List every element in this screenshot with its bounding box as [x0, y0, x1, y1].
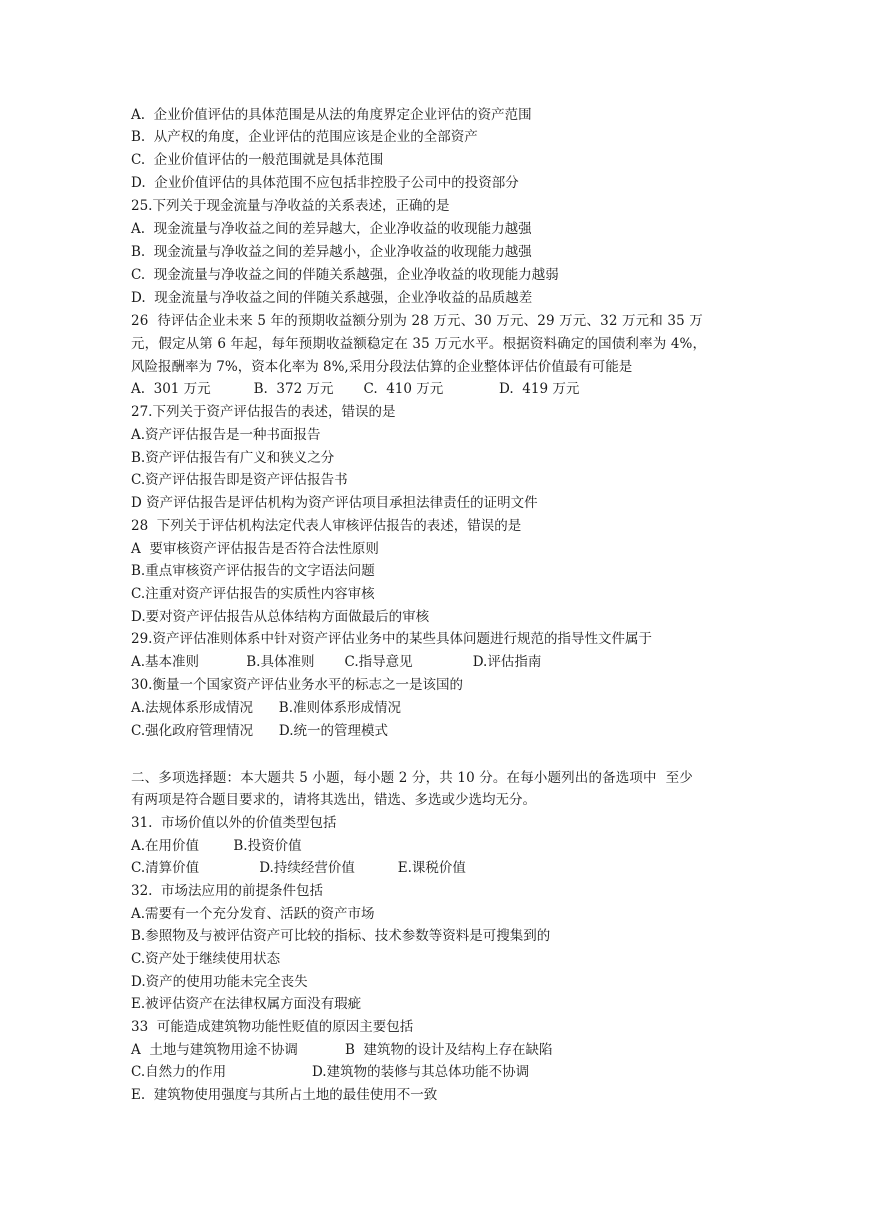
section-2-instructions: 有两项是符合题目要求的，请将其选出，错选、多选或少选均无分。	[131, 792, 536, 808]
question-31: 31. 市场价值以外的价值类型包括	[131, 815, 337, 831]
options-33-cd: C.自然力的作用 D.建筑物的装修与其总体功能不协调	[131, 1064, 530, 1080]
question-26-line-3: 风险报酬率为 7%，资本化率为 8%,采用分段法估算的企业整体评估价值最有可能是	[131, 359, 633, 375]
question-25: 25.下列关于现金流量与净收益的关系表述，正确的是	[131, 198, 450, 214]
option-24-c: C. 企业价值评估的一般范围就是具体范围	[131, 152, 384, 168]
question-26-line-1: 26 待评估企业未来 5 年的预期收益额分别为 28 万元、30 万元、29 万元、32 万元和 35 万	[131, 313, 703, 329]
option-27-b: B.资产评估报告有广义和狭义之分	[131, 450, 335, 466]
option-32-d: D.资产的使用功能未完全丧失	[131, 974, 308, 990]
options-31-ab: A.在用价值 B.投资价值	[131, 838, 302, 854]
section-2-heading: 二、多项选择题：本大题共 5 小题，每小题 2 分，共 10 分。在每小题列出的备选项中 至少	[131, 770, 693, 786]
question-29: 29.资产评估准则体系中针对资产评估业务中的某些具体问题进行规范的指导性文件属于	[131, 631, 652, 647]
option-28-d: D.要对资产评估报告从总体结构方面做最后的审核	[131, 609, 430, 625]
option-32-e: E.被评估资产在法律权属方面没有瑕疵	[131, 996, 362, 1012]
option-25-b: B. 现金流量与净收益之间的差异越小，企业净收益的收现能力越强	[131, 244, 532, 260]
option-28-a: A 要审核资产评估报告是否符合法性原则	[131, 541, 379, 557]
question-30: 30.衡量一个国家资产评估业务水平的标志之一是该国的	[131, 677, 463, 693]
question-32: 32. 市场法应用的前提条件包括	[131, 883, 324, 899]
option-24-a: A. 企业价值评估的具体范围是从法的角度界定企业评估的资产范围	[131, 107, 532, 123]
question-33: 33 可能造成建筑物功能性贬值的原因主要包括	[131, 1019, 414, 1035]
options-29: A.基本准则 B.具体准则 C.指导意见 D.评估指南	[131, 654, 542, 670]
option-27-a: A.资产评估报告是一种书面报告	[131, 427, 321, 443]
question-26-line-2: 元，假定从第 6 年起，每年预期收益额稳定在 35 万元水平。根据资料确定的国债利率为 4%，	[131, 336, 707, 352]
options-33-ab: A 土地与建筑物用途不协调 B 建筑物的设计及结构上存在缺陷	[131, 1042, 553, 1058]
options-26: A. 301 万元 B. 372 万元 C. 410 万元 D. 419 万元	[131, 381, 580, 397]
options-30-ab: A.法规体系形成情况 B.准则体系形成情况	[131, 700, 401, 716]
option-24-b: B. 从产权的角度，企业评估的范围应该是企业的全部资产	[131, 129, 478, 145]
option-27-c: C.资产评估报告即是资产评估报告书	[131, 472, 348, 488]
option-33-e: E. 建筑物使用强度与其所占土地的最佳使用不一致	[131, 1087, 438, 1103]
question-27: 27.下列关于资产评估报告的表述，错误的是	[131, 404, 396, 420]
option-25-a: A. 现金流量与净收益之间的差异越大，企业净收益的收现能力越强	[131, 221, 532, 237]
option-32-b: B.参照物及与被评估资产可比较的指标、技术参数等资料是可搜集到的	[131, 928, 551, 944]
option-25-c: C. 现金流量与净收益之间的伴随关系越强，企业净收益的收现能力越弱	[131, 267, 559, 283]
options-30-cd: C.强化政府管理情况 D.统一的管理模式	[131, 723, 389, 739]
question-28: 28 下列关于评估机构法定代表人审核评估报告的表述，错误的是	[131, 518, 522, 534]
option-32-a: A.需要有一个充分发育、活跃的资产市场	[131, 906, 375, 922]
option-25-d: D. 现金流量与净收益之间的伴随关系越强，企业净收益的品质越差	[131, 290, 533, 306]
option-32-c: C.资产处于继续使用状态	[131, 951, 281, 967]
option-28-c: C.注重对资产评估报告的实质性内容审核	[131, 586, 375, 602]
option-28-b: B.重点审核资产评估报告的文字语法问题	[131, 563, 375, 579]
option-24-d: D. 企业价值评估的具体范围不应包括非控股子公司中的投资部分	[131, 175, 519, 191]
option-27-d: D 资产评估报告是评估机构为资产评估项目承担法律责任的证明文件	[131, 495, 538, 511]
options-31-cde: C.清算价值 D.持续经营价值 E.课税价值	[131, 860, 466, 876]
